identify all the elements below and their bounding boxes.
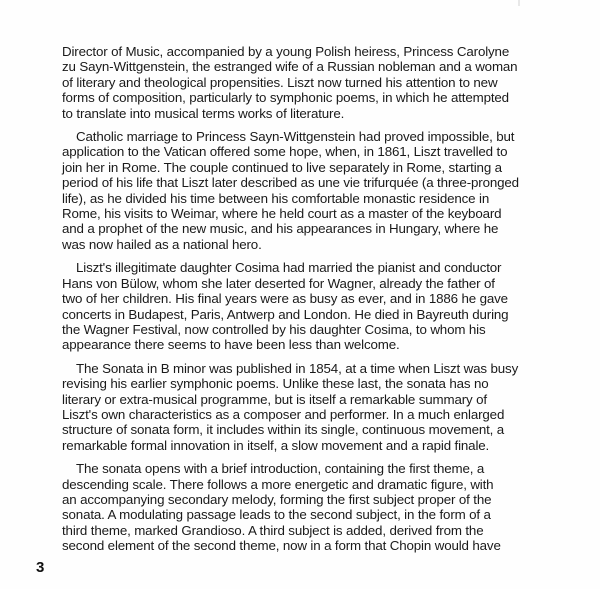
text-line: Catholic marriage to Princess Sayn-Wittgenstein had proved impossible, but [76,129,515,145]
text-line: an accompanying secondary melody, forming the first subject proper of the [62,491,492,507]
text-line: Hans von Bülow, whom she later deserted for Wagner, already the father of [62,275,495,291]
paragraph-3 [62,260,542,352]
text-line: revising his earlier symphonic poems. Unlike these last, the sonata has no [62,376,489,392]
text-line: two of her children. His final years were as busy as ever, and in 1886 he gave [62,291,508,307]
text-line: remarkable formal innovation in itself, a slow movement and a rapid finale. [62,437,490,453]
text-line: join her in Rome. The couple continued to live separately in Rome, starting a [62,159,502,175]
text-line: to translate into musical terms works of literature. [62,105,345,121]
text-line: life), as he divided his time between his comfortable monastic residence in [62,190,490,206]
text-line: was now hailed as a national hero. [62,236,262,252]
text-line: the Wagner Festival, now controlled by his daughter Cosima, to whom his [62,321,486,337]
paragraph-4 [62,361,542,453]
paragraph-1 [62,44,542,121]
text-line: appearance there seems to have been less than welcome. [62,337,400,353]
text-line: literary or extra-musical programme, but is itself a remarkable summary of [62,391,487,407]
text-line: period of his life that Liszt later described as une vie trifurquée (a three-pronged [62,175,519,191]
text-line: sonata. A modulating passage leads to the second subject, in the form of a [62,507,491,523]
text-line: second element of the second theme, now in a form that Chopin would have [62,538,501,554]
text-line: Rome, his visits to Weimar, where he held court as a master of the keyboard [62,206,502,222]
text-line: The Sonata in B minor was published in 1854, at a time when Liszt was busy [76,360,519,376]
text-line: Director of Music, accompanied by a young Polish heiress, Princess Carolyne [62,44,510,59]
page-number: 3 [36,559,45,576]
text-line: zu Sayn-Wittgenstein, the estranged wife of a Russian nobleman and a woman [62,59,518,75]
text-line: forms of composition, particularly to symphonic poems, in which he attempted [62,90,509,106]
text-line: concerts in Budapest, Paris, Antwerp and London. He died in Bayreuth during [62,306,509,322]
text-line: of literary and theological propensities. Liszt now turned his attention to new [62,74,498,90]
text-line: structure of sonata form, it includes within its single, continuous movement, a [62,422,505,438]
text-column [62,44,542,562]
text-line: third theme, marked Grandioso. A third subject is added, derived from the [62,522,484,538]
paragraph-2 [62,129,542,252]
paper-speck [518,0,520,6]
paragraph-5 [62,461,542,553]
text-line: descending scale. There follows a more energetic and dramatic figure, with [62,476,494,492]
text-line: Liszt's own characteristics as a composer and performer. In a much enlarged [62,406,505,422]
text-line: and a prophet of the new music, and his appearances in Hungary, where he [62,221,499,237]
text-line: The sonata opens with a brief introduction, containing the first theme, a [76,461,485,477]
text-line: Liszt's illegitimate daughter Cosima had married the pianist and conductor [76,260,502,276]
text-line: application to the Vatican offered some hope, when, in 1861, Liszt travelled to [62,144,508,160]
